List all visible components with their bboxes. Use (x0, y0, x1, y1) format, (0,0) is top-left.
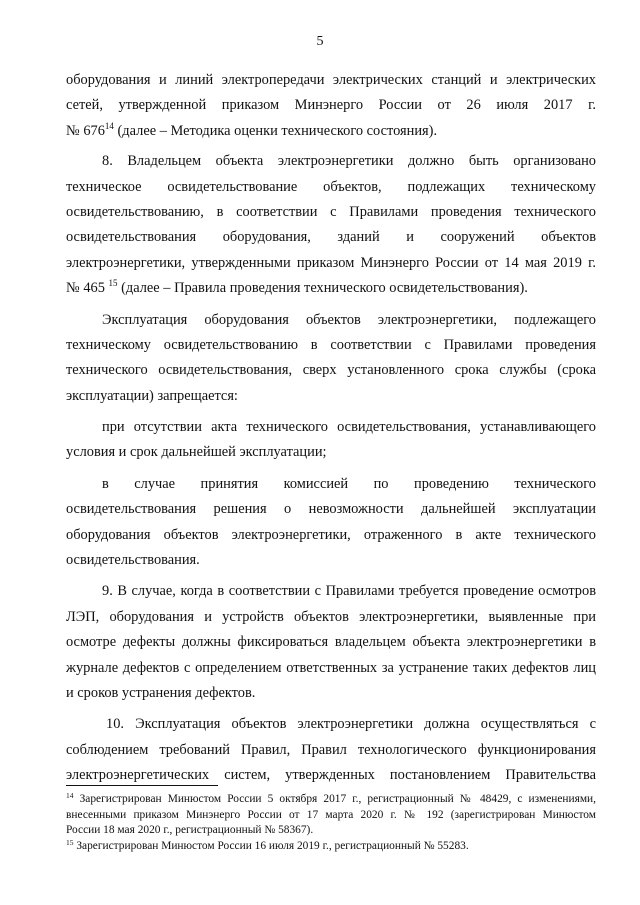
text-fragment: № 676 (66, 122, 105, 139)
text-line: освидетельствования. (66, 552, 200, 569)
paragraph-condition-no-act (66, 415, 596, 466)
footnote-text: Зарегистрирован Минюстом России 5 октября 2017 г., регистрационный № 48429, с изменениями, (73, 793, 596, 805)
text-line: эксплуатации) запрещается: (66, 387, 238, 404)
text-line: 9. В случае, когда в соответствии с Правилами требуется проведение осмотров (102, 583, 596, 600)
text-line: освидетельствования оборудования, зданий и сооружений объектов (66, 229, 596, 246)
text-line: освидетельствования решения о невозможности дальнейшей эксплуатации (66, 501, 596, 518)
footnote-marker: 15 (66, 837, 74, 847)
text-line: электроэнергетики, утвержденными приказом Минэнерго России от 14 мая 2019 г. (66, 254, 596, 271)
footnotes (66, 792, 596, 854)
footnote-ref-15: 15 (108, 278, 118, 289)
text-line: оборудования и линий электропередачи электрических станций и электрических (66, 72, 596, 88)
paragraph-condition-commission-decision (66, 472, 596, 574)
text-line (66, 119, 596, 144)
text-line: и сроков устранения дефектов. (66, 684, 256, 701)
text-line: 10. Эксплуатация объектов электроэнергетики должна осуществляться с (106, 716, 596, 733)
text-line: технического освидетельствования, сверх установленного срока службы (срока (66, 362, 596, 379)
text-fragment: № 465 (66, 280, 109, 297)
footnote-line (66, 839, 596, 855)
paragraph-exploitation-prohibition (66, 308, 596, 410)
text-line: техническому освидетельствованию в соответствии с Правилами проведения (66, 336, 596, 353)
text-fragment: (далее – Правила проведения технического освидетельствования). (117, 280, 528, 297)
text-line: электроэнергетических систем, утвержденных постановлением Правительства (66, 767, 596, 784)
text-line: техническое освидетельствование объектов, подлежащих техническому (66, 178, 596, 195)
text-line: в случае принятия комиссией по проведению технического (102, 475, 596, 492)
footnote-marker: 14 (66, 791, 74, 800)
paragraph-methodology-continuation (66, 68, 596, 144)
footnote-line (66, 792, 596, 808)
footnote-15 (66, 839, 596, 855)
text-line (66, 276, 596, 301)
text-line: 8. Владельцем объекта электроэнергетики должно быть организовано (102, 153, 596, 170)
footnote-line: России 18 мая 2020 г., регистрационный № 58367). (66, 824, 314, 837)
text-line: освидетельствованию, в соответствии с Правилами проведения технического (66, 203, 596, 220)
paragraph-9 (66, 579, 596, 706)
text-line: оборудования объектов электроэнергетики, отраженного в акте технического (66, 526, 596, 543)
text-line: журнале дефектов с определением ответственных за устранение таких дефектов лиц (66, 659, 596, 676)
text-line: сетей, утвержденной приказом Минэнерго России от 26 июля 2017 г. (66, 97, 596, 114)
page-number: 5 (316, 34, 324, 49)
footnote-14 (66, 792, 596, 839)
footnote-line: внесенными приказом Минэнерго России от 17 марта 2020 г. № 192 (зарегистрирован Минюстом (66, 808, 596, 821)
text-line: осмотре дефекты должны фиксироваться владельцем объекта электроэнергетики в (66, 634, 596, 651)
footnote-text: Зарегистрирован Минюстом России 16 июля 2019 г., регистрационный № 55283. (73, 839, 469, 852)
text-fragment: (далее – Методика оценки технического состояния). (113, 122, 438, 139)
text-line: условия и срок дальнейшей эксплуатации; (66, 444, 327, 461)
paragraph-8 (66, 149, 596, 301)
footnote-separator (66, 785, 218, 786)
body-text (66, 68, 596, 789)
paragraph-10 (66, 712, 596, 788)
footnote-ref-14: 14 (104, 120, 114, 131)
text-line: при отсутствии акта технического освидетельствования, устанавливающего (102, 419, 596, 436)
text-line: соблюдением требований Правил, Правил технологического функционирования (66, 741, 596, 758)
text-line: ЛЭП, оборудования и устройств объектов электроэнергетики, выявленные при (66, 608, 596, 625)
text-line: Эксплуатация оборудования объектов электроэнергетики, подлежащего (102, 311, 596, 328)
